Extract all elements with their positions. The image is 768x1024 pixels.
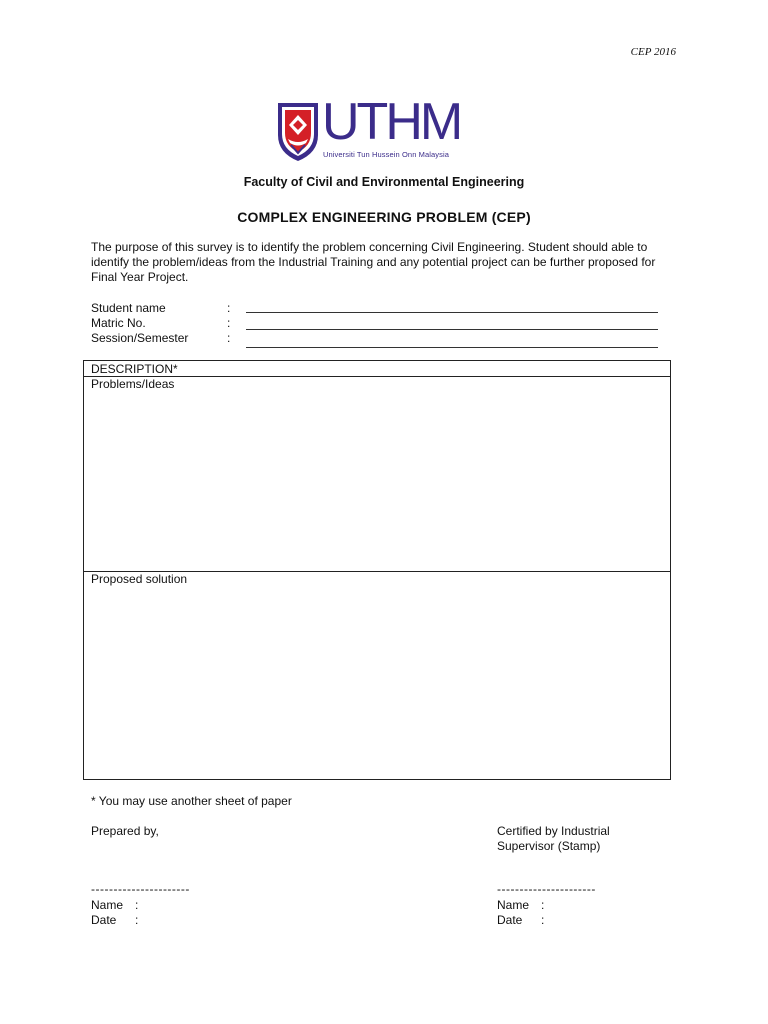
logo-wordmark: UTHM [322, 93, 461, 151]
description-header: DESCRIPTION* [91, 362, 178, 376]
prepared-name-row [91, 898, 138, 913]
certified-by-line1: Certified by Industrial [497, 824, 610, 838]
matric-no-label: Matric No. [91, 316, 146, 330]
prepared-name-label: Name [91, 898, 124, 912]
form-title: COMPLEX ENGINEERING PROBLEM (CEP) [237, 209, 531, 225]
faculty-name: Faculty of Civil and Environmental Engineering [243, 175, 525, 189]
certified-date-colon: : [541, 913, 545, 927]
certified-by-heading [497, 824, 637, 854]
certified-name-row [497, 898, 544, 913]
certified-date-row [497, 913, 544, 928]
logo-subtitle: Universiti Tun Hussein Onn Malaysia [323, 150, 450, 159]
matric-no-line[interactable] [246, 329, 658, 330]
certified-name-colon: : [541, 898, 545, 912]
student-name-colon: : [227, 301, 231, 315]
certified-name-label: Name [497, 898, 530, 912]
description-table [83, 360, 671, 780]
proposed-solution-label: Proposed solution [91, 572, 188, 586]
problems-ideas-label: Problems/Ideas [91, 377, 175, 391]
prepared-date-row [91, 913, 138, 928]
certified-date-label: Date [497, 913, 523, 927]
proposed-solution-cell[interactable] [84, 572, 670, 779]
purpose-paragraph: The purpose of this survey is to identify the problem concerning Civil Engineering. Student should able to identify the problem/ideas from the Industrial Training and any potential project can be further proposed for Final Year Project. [91, 240, 656, 284]
prepared-signature-line[interactable]: ---------------------- [91, 882, 190, 896]
problems-ideas-cell[interactable] [84, 377, 670, 572]
prepared-by-heading: Prepared by, [91, 824, 159, 838]
session-semester-label: Session/Semester [91, 331, 189, 345]
student-name-label: Student name [91, 301, 166, 315]
certified-by-line2: Supervisor (Stamp) [497, 839, 601, 853]
session-semester-line[interactable] [246, 347, 658, 348]
student-name-line[interactable] [246, 312, 658, 313]
session-semester-colon: : [227, 331, 231, 345]
matric-no-colon: : [227, 316, 231, 330]
document-code: CEP 2016 [630, 46, 676, 58]
prepared-date-colon: : [135, 913, 139, 927]
prepared-name-colon: : [135, 898, 139, 912]
certified-signature-line[interactable]: ---------------------- [497, 882, 596, 896]
uthm-crest-logo [276, 101, 320, 163]
footnote: * You may use another sheet of paper [91, 794, 292, 808]
prepared-date-label: Date [91, 913, 117, 927]
description-header-row [84, 361, 670, 377]
